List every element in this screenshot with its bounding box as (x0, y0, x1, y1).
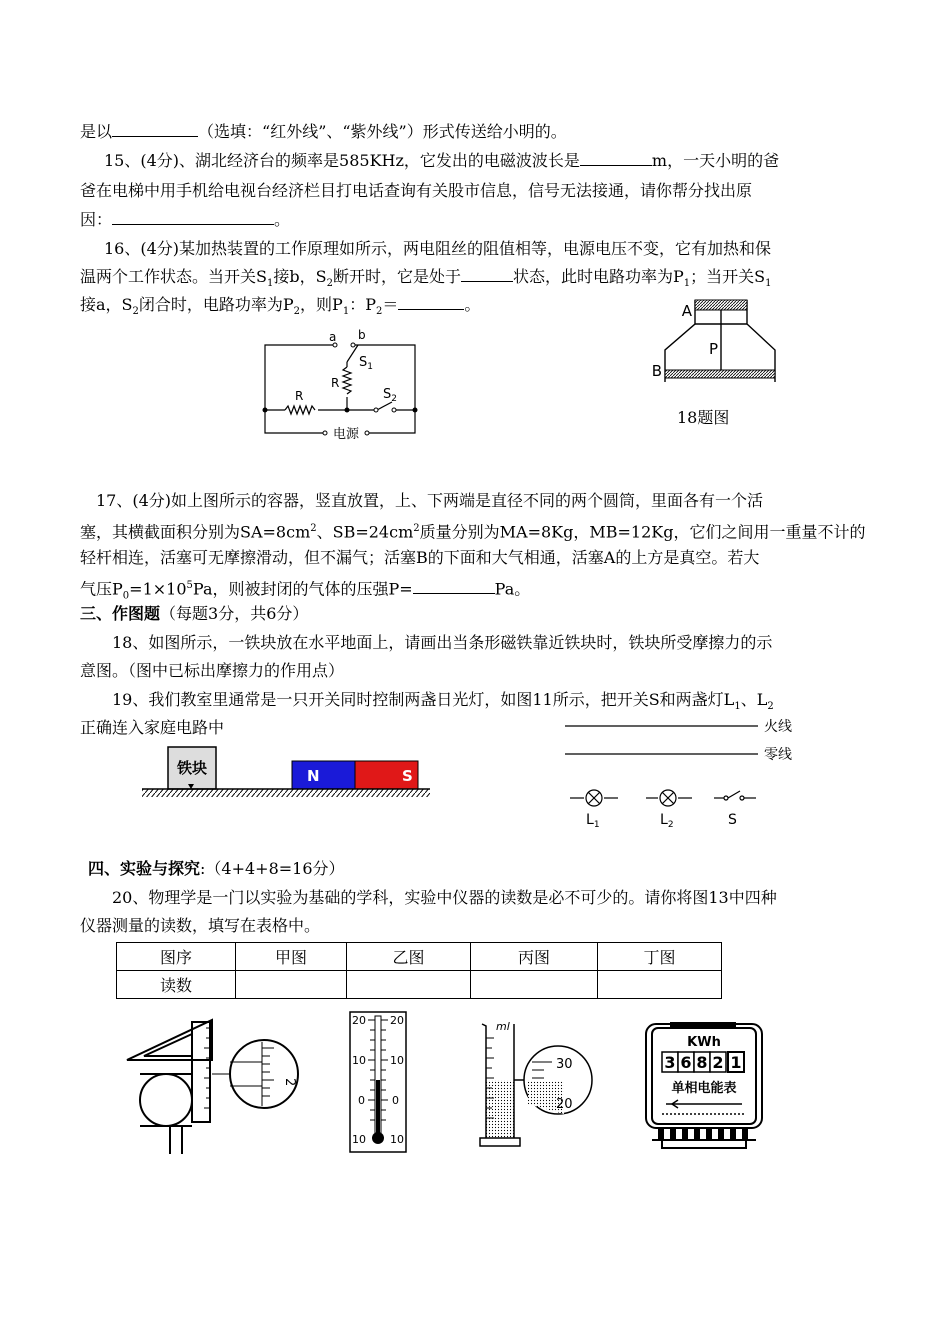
q16-line1: 16、(4分)某加热装置的工作原理如所示，两电阻丝的阻值相等，电源电压不变，它有加热和保 (104, 239, 772, 258)
table-header-cell: 乙图 (347, 943, 471, 971)
answer-blank[interactable] (580, 151, 652, 166)
answer-cell[interactable] (598, 971, 722, 999)
ground-surface (142, 789, 430, 797)
q17-line4: 气压$P_0=1\times 10^5Pa$，则被封闭的气体的压强P= Pa。 (80, 579, 531, 602)
temp-0-right: 0 (392, 1094, 399, 1107)
measuring-cylinder-diagram (476, 1018, 596, 1150)
meter-digit-5: 1 (730, 1053, 742, 1072)
answer-blank[interactable] (112, 210, 274, 225)
meter-digit-2: 6 (680, 1053, 692, 1072)
house-circuit-diagram (560, 712, 810, 830)
thermometer-diagram (348, 1010, 410, 1156)
switch-contact-a-label: a (329, 330, 337, 344)
table-row (117, 943, 722, 971)
temp-minus10-right: 10 (390, 1133, 404, 1146)
section-3-heading: 三、作图题（每题3分，共6分） (80, 604, 309, 623)
temp-10-right: 10 (390, 1054, 404, 1067)
q17-line2: 塞，其横截面积分别为$SA=8cm^2$、$SB=24cm^2$质量分别为MA=8Kg，MB=12Kg，它们之间用一重量不计的 (80, 522, 866, 542)
q15-line2: 爸在电梯中用手机给电视台经济栏目打电话查询有关股市信息，信号无法接通，请你帮分找出原 (80, 181, 753, 200)
switch-s1-label: $S_1$ (359, 355, 373, 372)
gas-p-label: P (709, 340, 719, 358)
q18-line1: 18、如图所示，一铁块放在水平地面上，请画出当条形磁铁靠近铁块时，铁块所受摩擦力的示 (112, 633, 773, 652)
south-pole-label: S (402, 767, 413, 785)
readings-table (116, 942, 722, 999)
temp-20-right: 20 (390, 1014, 404, 1027)
live-wire-label: 火线 (764, 719, 792, 735)
magnet-north-pole (292, 761, 355, 789)
answer-cell[interactable] (471, 971, 598, 999)
temp-minus10-left: 10 (352, 1133, 366, 1146)
neutral-wire-label: 零线 (764, 747, 792, 763)
heating-circuit-diagram (255, 325, 435, 445)
table-header-cell: 图序 (117, 943, 236, 971)
lamp-l2-label: $L_2$ (660, 812, 674, 830)
temp-10-left: 10 (352, 1054, 366, 1067)
piston-a-label: A (681, 302, 692, 320)
section-4-heading: 四、实验与探究:（4+4+8=16分） (88, 859, 345, 878)
switch-contact-b-label: b (358, 328, 366, 342)
figure-18-caption: 18题图 (677, 408, 730, 427)
row-label-cell: 读数 (117, 971, 236, 999)
resistor-r1-label: R (331, 376, 340, 390)
piston-b-label: B (651, 362, 662, 380)
q19-line2: 正确连入家庭电路中 (80, 718, 225, 737)
q17-line3: 轻杆相连，活塞可无摩擦滑动，但不漏气；活塞B的下面和大气相通，活塞A的上方是真空。若大 (80, 548, 760, 567)
temp-20-left: 20 (352, 1014, 366, 1027)
electricity-meter-diagram (642, 1020, 767, 1158)
cylinder-mark-20: 20 (556, 1097, 573, 1112)
north-pole-label: N (307, 767, 320, 785)
q16-line3: 接a，$S_2$闭合时，电路功率为$P_2$，则$P_1$：$P_2=$ 。 (80, 295, 481, 318)
meter-digit-4: 2 (712, 1053, 724, 1072)
q20-line1: 20、物理学是一门以实验为基础的学科，实验中仪器的读数是必不可少的。请你将图13中四种 (112, 888, 777, 907)
q15-line1: 15、(4分)、湖北经济台的频率是585KHz，它发出的电磁波波长是 m，一天小明的爸 (104, 151, 780, 170)
q16-line2: 温两个工作状态。当开关$S_1$接b，$S_2$断开时，它是处于 状态，此时电路功率为$P_1$；当开关$S_1$ (80, 267, 772, 290)
q18-line2: 意图。（图中已标出摩擦力的作用点） (80, 661, 345, 680)
meter-name-label: 单相电能表 (671, 1081, 737, 1096)
switch-s2-label: $S_2$ (383, 387, 397, 404)
q20-line2: 仪器测量的读数，填写在表格中。 (80, 916, 321, 935)
table-header-cell: 丙图 (471, 943, 598, 971)
q17-line1: 17、(4分)如上图所示的容器，竖直放置，上、下两端是直径不同的两个圆筒，里面各有一个活 (96, 491, 764, 510)
answer-blank[interactable] (461, 267, 513, 282)
table-row (117, 971, 722, 999)
q14-line: 是以 （选填：“红外线”、“紫外线”）形式传送给小明的。 (80, 122, 567, 141)
cylinder-mark-30: 30 (556, 1057, 573, 1072)
q15-line3: 因： 。 (80, 210, 291, 229)
table-header-cell: 甲图 (236, 943, 347, 971)
meter-digit-3: 8 (696, 1053, 708, 1072)
cylinder-unit-label: ml (496, 1020, 510, 1033)
answer-blank[interactable] (398, 295, 464, 310)
meter-unit-label: KWh (687, 1035, 721, 1050)
ruler-ball-diagram (122, 1018, 307, 1158)
magnet-iron-diagram (140, 745, 435, 805)
temp-0-left: 0 (358, 1094, 365, 1107)
answer-cell[interactable] (236, 971, 347, 999)
lamp-l1-label: $L_1$ (586, 812, 600, 830)
meter-digit-1: 3 (664, 1053, 676, 1072)
answer-blank[interactable] (112, 122, 198, 137)
q19-line1: 19、我们教室里通常是一只开关同时控制两盏日光灯，如图11所示，把开关S和两盏灯$L_1$、$L_2$ (112, 690, 774, 713)
resistor-r2-label: R (295, 389, 304, 403)
iron-block-label: 铁块 (176, 759, 208, 777)
ruler-mark-label: 2 (282, 1078, 297, 1087)
table-header-cell: 丁图 (598, 943, 722, 971)
answer-cell[interactable] (347, 971, 471, 999)
power-source-label: 电源 (333, 427, 360, 442)
switch-s-label: S (728, 812, 737, 828)
answer-blank[interactable] (413, 579, 495, 594)
